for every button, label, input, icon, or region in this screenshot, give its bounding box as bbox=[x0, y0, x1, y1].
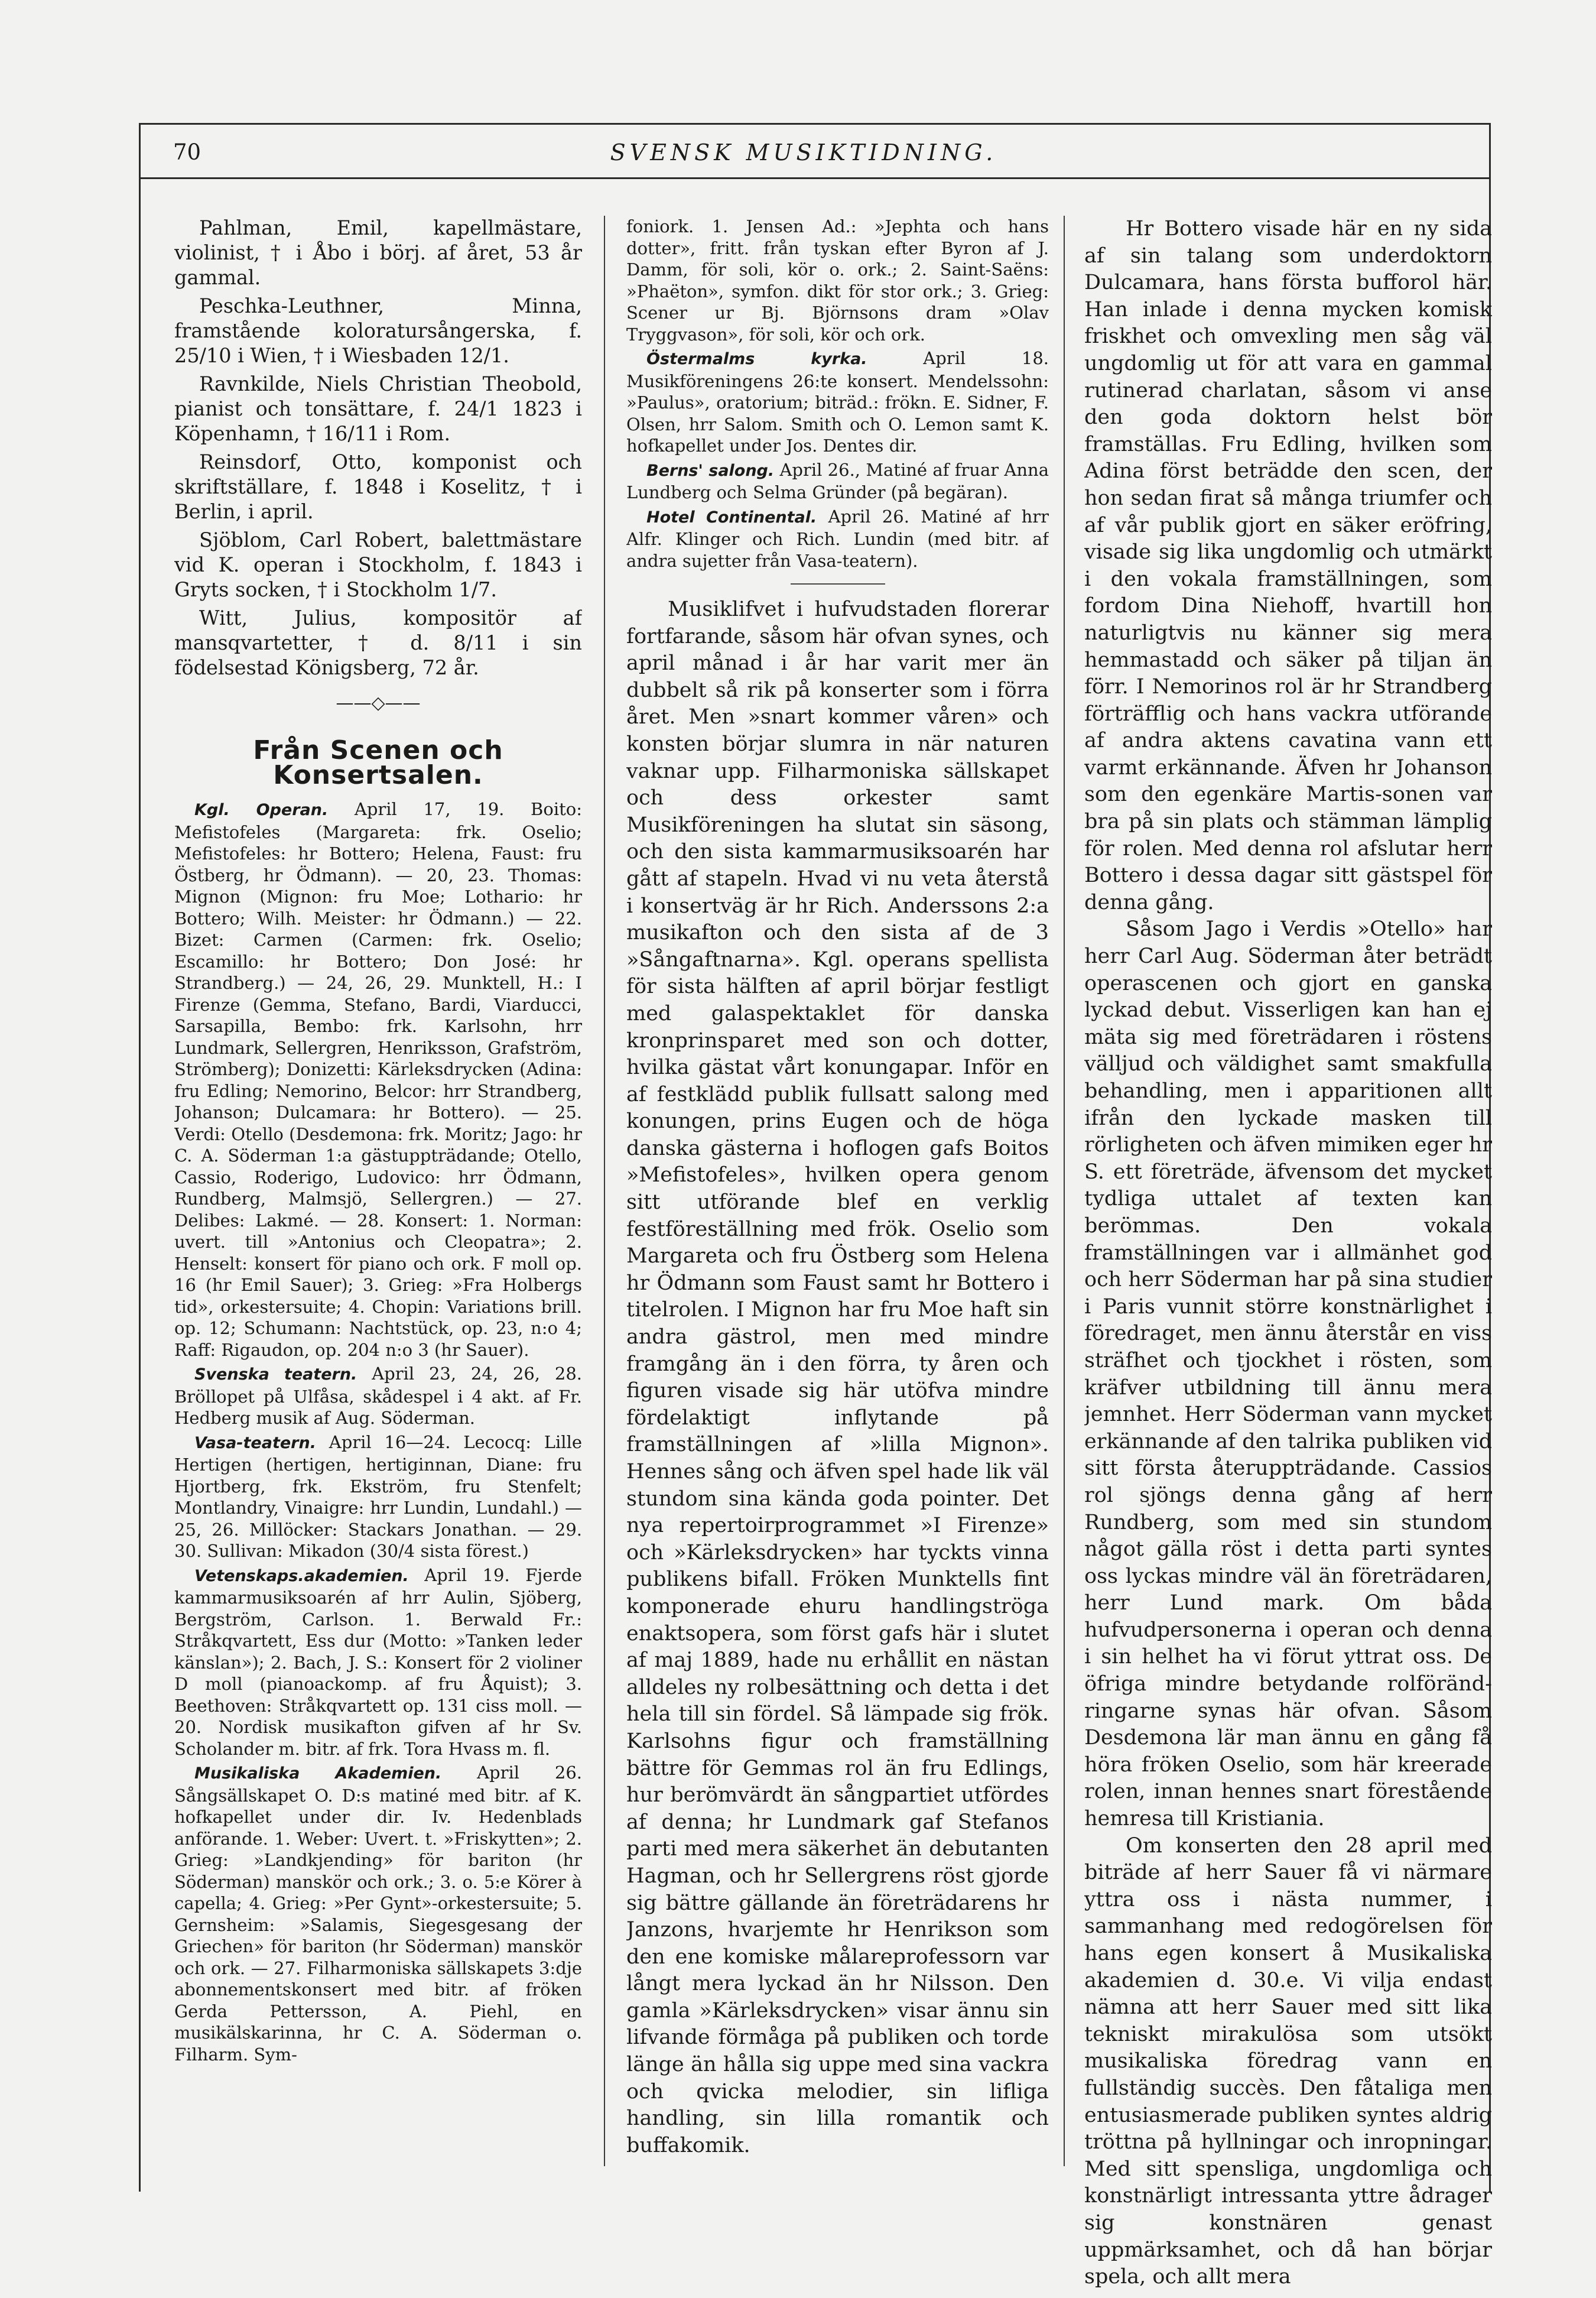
article-body bbox=[626, 596, 1049, 2159]
listing-text: April 17, 19. Boito: Mefistofeles (Margareta: frk. Oselio; Mefistofeles: hr Bottero; Helena, Faust: fru Östberg, hr Ödmann). — 20, 23. Thomas: Mignon (Mignon: fru Moe; Lothario: hr Bottero; Wilh. Meister: hr Ödmann.) — 22. Bizet: Carmen (Carmen: frk. Oselio; Escamillo: hr Bottero; Don José: hr Strandberg.) — 24, 26, 29. Munktell, H.: I Firenze (Gemma, Stefano, Bardi, Viarducci, Sarsapilla, Bembo: frk. Karlsohn, hrr Lundmark, Sellergren, Henriksson, Grafström, Strömberg); Donizetti: Kärleksdrycken (Adina: fru Edling; Nemorino, Belcor: hrr Strandberg, Johanson; Dulcamara: hr Bottero). — 25. Verdi: Otello (Desdemona: frk. Moritz; Jago: hr C. A. Söderman 1:a gästuppträdande; Otello, Cassio, Roderigo, Ludovico: hrr Ödmann, Rundberg, Malmsjö, Sellergren.) — 27. Delibes: Lakmé. — 28. Konsert: 1. Norman: uvert. till »Antonius och Cleopatra»; 2. Henselt: konsert för piano och ork. F moll op. 16 (hr Emil Sauer); 3. Grieg: »Fra Holbergs tid», orkestersuite; 4. Chopin: Variations brill. op. 12; Schumann: Nachtstück, op. 23, n:o 4; Raff: Rigaudon, op. 204 n:o 3 (hr Sauer). bbox=[174, 799, 582, 1360]
obituary-entry: Sjöblom, Carl Robert, balettmästare vid K. operan i Stockholm, f. 1843 i Gryts socken, † i Stockholm 1/7. bbox=[174, 528, 582, 601]
performance-listings bbox=[174, 799, 582, 2065]
article-paragraph: Musiklifvet i hufvudstaden florerar fortfarande, såsom här ofvan synes, och april månad i år har varit mer än dubbelt så rik på konserter som i förra året. Men »snart kommer våren» och konsten börjar slumra in när naturen vaknar upp. Filharmoniska sällskapet och dess orkester samt Musikföreningen ha slutat sin säsong, och den sista kammarmusiksoarén har gått af stapeln. Hvad vi nu veta återstå i konsertväg är hr Rich. Anderssons 2:a musikafton och den sista af de 3 »Sångaftnarna». Kgl. operans spellista för sista hälften af april börjar festligt med galaspektaklet för danska kronprinsparet med son och dotter, hvilka gästat vårt konungapar. Inför en af festklädd publik fullsatt salong med konungen, prins Eugen och de höga danska gästerna i hoflogen gafs Boitos »Mefistofeles», hvilken opera genom sitt utförande blef en verklig festföreställning med frök. Oselio som Margareta och fru Östberg som Helena hr Ödmann som Faust samt hr Bottero i titelrolen. I Mignon har fru Moe haft sin andra gästrol, men med mindre framgång än i den förra, ty åren och figuren visade sig här utöfva mindre fördelaktigt inflytande på framställningen af »lilla Mignon». Hennes sång och äfven spel hade lik väl stundom sina kända goda pointer. Det nya repertoirprogrammet »I Firenze» och »Kärleksdrycken» har tyckts vinna publikens bifall. Fröken Munktells fint komponerade ehuru handlingströga enaktsopera, som först gafs här i slutet af maj 1889, hade nu erhållit en nästan alldeles ny rolbesättning och detta i det hela till sin fördel. Så lämpade sig frök. Karlsohns figur och framställning bättre för Gemmas rol än fru Edlings, hur berömvärdt än sångpartiet utfördes af denna; hr Lundmark gaf Stefanos parti med mera säkerhet än debutanten Hagman, och hr Sellergrens röst gjorde sig bättre gällande än företrädarens hr Janzons, hvarjemte hr Henrikson som den ene komiske målareprofessorn var långt mera lyckad än hr Nilsson. Den gamla »Kärleksdrycken» visar ännu sin lifvande förmåga på publiken och torde länge än hålla sig uppe med sina vackra och qvicka melodier, sin lifliga handling, sin lilla romantik och buffakomik. bbox=[626, 598, 1049, 2157]
obituary-entry: Peschka-Leuthner, Minna, framstående koloratursångerska, f. 25/10 i Wien, † i Wiesbaden 12/1. bbox=[174, 294, 582, 367]
performance-listings-continued bbox=[626, 216, 1049, 572]
obituary-entry: Pahlman, Emil, kapellmästare, violinist, † i Åbo i börj. af året, 53 år gammal. bbox=[174, 216, 582, 289]
listing-text: April 16—24. Lecocq: Lille Hertigen (hertigen, hertiginnan, Diane: fru Hjortberg, frk. Ekström, fru Stenfelt; Montlandry, Vinaigre: hrr Lundin, Lundahl.) — 25, 26. Millöcker: Stackars Jonathan. — 29. 30. Sullivan: Mikadon (30/4 sista förest.) bbox=[174, 1432, 582, 1561]
listing-entry bbox=[174, 1565, 582, 1760]
running-title: SVENSK MUSIKTIDNING. bbox=[610, 139, 997, 165]
venue-name: Östermalms kyrka. bbox=[646, 350, 867, 368]
header-top-rule bbox=[139, 123, 1491, 125]
ornament-divider: ——◇—— bbox=[336, 693, 421, 713]
venue-name: Vasa-teatern. bbox=[194, 1433, 316, 1452]
column-divider-2 bbox=[1064, 216, 1065, 2166]
section-title: Från Scenen och Konsertsalen. bbox=[253, 735, 503, 790]
listing-text: April 26. Matiné af hrr Alfr. Klinger och Rich. Lundin (med bitr. af andra sujetter från Vasa-teatern). bbox=[626, 506, 1049, 571]
column-2 bbox=[626, 216, 1049, 2159]
obituary-entry: Ravnkilde, Niels Christian Theobold, pianist och tonsättare, f. 24/1 1823 i Köpenhamn, † 16/11 i Rom. bbox=[174, 372, 582, 445]
venue-name: Berns' salong. bbox=[646, 461, 775, 480]
venue-name: Hotel Continental. bbox=[646, 508, 817, 527]
listing-entry bbox=[174, 1363, 582, 1429]
obituary-entry: Witt, Julius, kompositör af mansqvartetter, † d. 8/11 i sin födelsestad Königsberg, 72 år. bbox=[174, 606, 582, 679]
listing-entry bbox=[626, 459, 1049, 504]
header-bottom-rule bbox=[139, 177, 1491, 179]
listing-continuation: foniork. 1. Jensen Ad.: »Jephta och hans dotter», fritt. från tyskan efter Byron af J. Damm, för soli, kör o. ork.; 2. Saint-Saëns: »Phaëton», symfon. dikt för stor ork.; 3. Grieg: Scener ur Bj. Björnsons dram »Olav Tryggvason», för soli, kör och ork. bbox=[626, 216, 1049, 345]
listing-text: April 23, 24, 26, 28. Bröllopet på Ulfåsa, skådespel i 4 akt. af Fr. Hedberg musik af Aug. Söderman. bbox=[174, 1364, 582, 1428]
venue-name: Vetenskaps.akademien. bbox=[194, 1566, 409, 1585]
venue-name: Kgl. Operan. bbox=[194, 801, 329, 819]
obituary-entry: Reinsdorf, Otto, komponist och skriftställare, f. 1848 i Koselitz, † i Berlin, i april. bbox=[174, 450, 582, 523]
article-paragraph: Hr Bottero visade här en ny sida af sin talang som underdoktorn Dulcamara, hans första bufforol här. Han inlade i denna mycken komisk friskhet och omvexling men såg väl ungdomlig ut för att vara en gammal rutinerad charlatan, såsom vi anse den goda doktorn helst bör framställas. Fru Edling, hvilken som Adina först beträdde den scen, der hon sedan firat så många triumfer och af vår publik gjort en säker eröfring, visade sig lika ungdomlig och utmärkt i den vokala framställningen, som fordom Dina Niehoff, hvartill hon naturligtvis nu känner sig mera hemmastadd och säker på tiljan än förr. I Nemorinos rol är hr Strandberg förträfflig och hans vackra utförande af andra aktens cavatina vann ett varmt erkännande. Äfven hr Johanson som den egenkäre Martis-sonen var bra på sin plats och stämman lämplig för rolen. Med denna rol afslutar herr Bottero i dessa dagar sitt gästspel för denna gång. bbox=[1084, 217, 1492, 914]
article-paragraph: Om konserten den 28 april med biträde af herr Sauer få vi närmare yttra oss i nästa nummer, i sammanhang med redogörelsen för hans egen konsert å Musikaliska akademien d. 30.e. Vi vilja endast nämna att herr Sauer med sitt lika tekniskt mirakulösa som utsökt musikaliska föredrag vann en fullständig succès. Den fåtaliga men entusiasmerade publiken syntes aldrig tröttna på hyllningar och inropningar. Med sitt spensliga, ungdomliga och konstnärligt intressanta yttre ådrager sig konstnären genast uppmärksamhet, och då han börjar spela, och allt mera bbox=[1084, 1833, 1492, 2289]
column-3 bbox=[1084, 216, 1492, 2291]
listing-text: April 18. Musikföreningens 26:te konsert. Mendelssohn: »Paulus», oratorium; biträd.: frökn. E. Sidner, F. Olsen, hrr Salom. Smith och O. Lemon samt K. hofkapellet under Jos. Dentes dir. bbox=[626, 348, 1049, 456]
listing-text: April 26. Sångsällskapet O. D:s matiné med bitr. af K. hofkapellet under dir. Iv. Hedenblads anförande. 1. Weber: Uvert. t. »Friskytten»; 2. Grieg: »Landkjending» för bariton (hr Söderman) manskör och ork.; 3. o. 5:e Körer à capella; 4. Grieg: »Per Gynt»-orkestersuite; 5. Gernsheim: »Salamis, Siegesgesang der Griechen» för bariton (hr Söderman) manskör och ork. — 27. Filharmoniska sällskapets 3:dje abonnementskonsert med bitr. af fröken Gerda Pettersson, A. Piehl, en musikälskarinna, hr C. A. Söderman o. Filharm. Sym- bbox=[174, 1763, 582, 2065]
listing-entry bbox=[174, 1762, 582, 2065]
listing-entry bbox=[626, 348, 1049, 457]
listing-entry bbox=[174, 799, 582, 1361]
venue-name: Musikaliska Akademien. bbox=[194, 1764, 442, 1783]
column-divider-1 bbox=[604, 216, 605, 2166]
column-1 bbox=[174, 216, 582, 2067]
short-divider bbox=[791, 583, 885, 585]
page-number: 70 bbox=[173, 139, 201, 165]
listing-text: April 26., Matiné af fruar Anna Lundberg och Selma Gründer (på begäran). bbox=[626, 459, 1049, 502]
venue-name: Svenska teatern. bbox=[194, 1365, 357, 1384]
article-paragraph: Såsom Jago i Verdis »Otello» har herr Carl Aug. Söderman åter beträdt operascenen och gjort en ganska lyckad debut. Visserligen kan han ej mäta sig med företrädaren i röstens välljud och väldighet samt smakfulla behandling, men i apparitionen allt ifrån den lyckade masken till rörligheten och äfven mimiken eger hr S. ett företräde, äfvensom det mycket tydliga uttalet af texten kan berömmas. Den vokala framställningen var i allmänhet god och herr Söderman har på sina studier i Paris vunnit större konstnärlighet i föredraget, men ännu återstår en viss sträfhet och tjockhet i rösten, som kräfver utbildning till ännu mera jemnhet. Herr Söderman vann mycket erkännande af den talrika publiken vid sitt första återuppträdande. Cassios rol sjöngs denna gång af herr Rundberg, som med sin stundom något gälla röst i detta parti syntes oss lyckas mindre väl än företrädaren, herr Lund mark. Om båda hufvudpersonerna i operan och denna i sin helhet ha vi förut yttrat oss. De öfriga mindre betydande rolförändringarne synas här ofvan. Såsom Desdemona lär man ännu en gång få höra fröken Oselio, som här kreerade rolen, innan hennes snart förestående hemresa till Kristiania. bbox=[1084, 917, 1492, 1831]
listing-text: April 19. Fjerde kammarmusiksoarén af hrr Aulin, Sjöberg, Bergström, Carlson. 1. Berwald Fr.: Stråkqvartett, Ess dur (Motto: »Tanken leder känslan»); 2. Bach, J. S.: Konsert för 2 violiner D moll (pianoackomp. af fru Åquist); 3. Beethoven: Stråkqvartett op. 131 ciss moll. — 20. Nordisk musikafton gifven af hr Sv. Scholander m. bitr. af frk. Tora Hvass m. fl. bbox=[174, 1565, 582, 1759]
listing-entry bbox=[626, 506, 1049, 572]
listing-entry bbox=[174, 1432, 582, 1562]
